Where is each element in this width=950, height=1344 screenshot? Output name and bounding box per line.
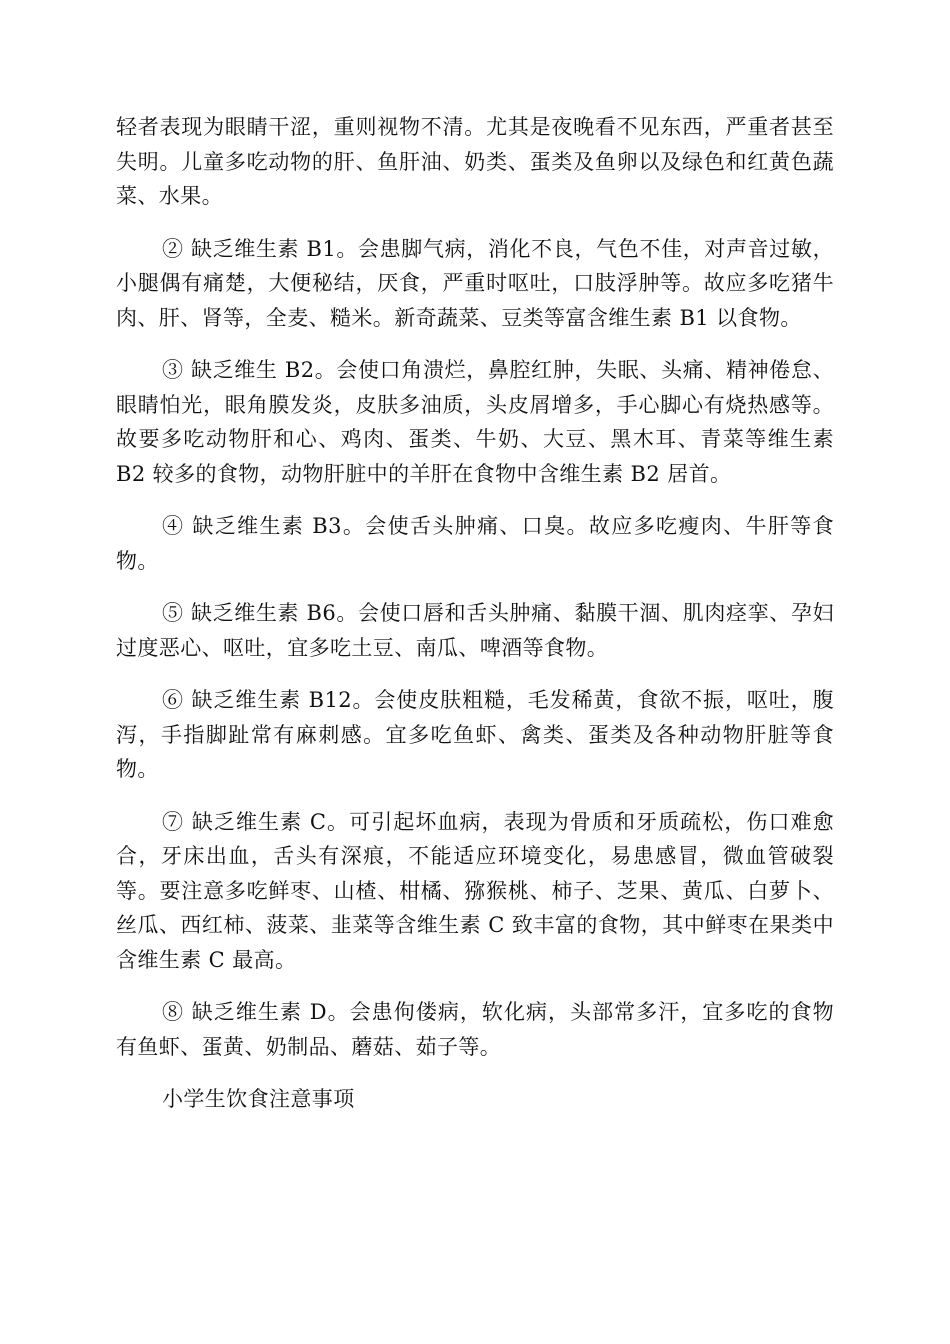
paragraph-vitamin-b3: ④ 缺乏维生素 B3。会使舌头肿痛、口臭。故应多吃瘦肉、牛肝等食物。: [116, 514, 834, 573]
paragraph-vitamin-a-continued: 轻者表现为眼睛干涩，重则视物不清。尤其是夜晚看不见东西，严重者甚至失明。儿童多吃动物的肝、鱼肝油、奶类、蛋类及鱼卵以及绿色和红黄色蔬菜、水果。: [116, 115, 834, 208]
paragraph-vitamin-b6: ⑤ 缺乏维生素 B6。会使口唇和舌头肿痛、黏膜干涸、肌肉痉挛、孕妇过度恶心、呕吐，宜多吃土豆、南瓜、啤酒等食物。: [116, 601, 834, 660]
paragraph-vitamin-d: ⑧ 缺乏维生素 D。会患佝偻病，软化病，头部常多汗，宜多吃的食物有鱼虾、蛋黄、奶制品、蘑菇、茹子等。: [116, 1000, 834, 1059]
paragraph-vitamin-b12: ⑥ 缺乏维生素 B12。会使皮肤粗糙，毛发稀黄，食欲不振，呕吐，腹泻，手指脚趾常有麻刺感。宜多吃鱼虾、禽类、蛋类及各种动物肝脏等食物。: [116, 688, 834, 781]
section-heading: 小学生饮食注意事项: [162, 1087, 355, 1111]
paragraph-vitamin-c: ⑦ 缺乏维生素 C。可引起坏血病，表现为骨质和牙质疏松，伤口难愈合，牙床出血，舌头有深痕，不能适应环境变化，易患感冒，微血管破裂等。要注意多吃鲜枣、山楂、柑橘、猕猴桃、柿子、芝果、黄瓜、白萝卜、丝瓜、西红柿、菠菜、韭菜等含维生素 C 致丰富的食物，其中鲜枣在果类中含维生素 C 最高。: [116, 809, 834, 972]
document-body: [116, 110, 834, 1135]
paragraph-vitamin-b1: ② 缺乏维生素 B1。会患脚气病，消化不良，气色不佳，对声音过敏，小腿偶有痛楚，大便秘结，厌食，严重时呕吐，口肢浮肿等。故应多吃猪牛肉、肝、肾等，全麦、糙米。新奇蔬菜、豆类等富含维生素 B1 以食物。: [116, 236, 834, 330]
paragraph-vitamin-b2: ③ 缺乏维生 B2。会使口角溃烂，鼻腔红肿，失眠、头痛、精神倦怠、眼睛怕光，眼角膜发炎，皮肤多油质，头皮屑增多，手心脚心有烧热感等。故要多吃动物肝和心、鸡肉、蛋类、牛奶、大豆、黑木耳、青菜等维生素 B2 较多的食物，动物肝脏中的羊肝在食物中含维生素 B2 居首。: [116, 358, 834, 486]
